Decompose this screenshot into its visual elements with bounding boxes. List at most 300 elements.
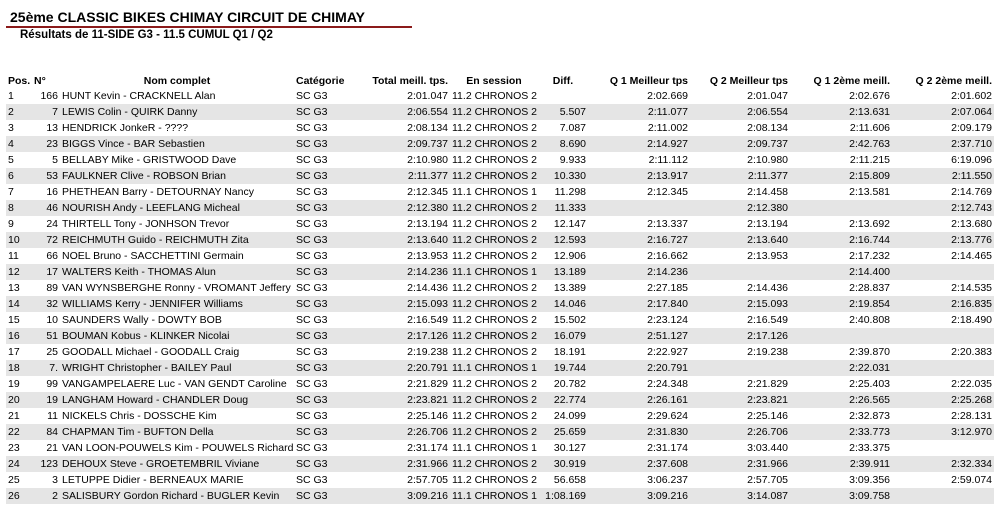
number-cell: 99 (46, 378, 58, 390)
session-cell: 11.1 CHRONOS 1 (452, 266, 537, 278)
number-cell: 53 (32, 168, 60, 184)
category-cell: SC G3 (294, 296, 354, 312)
number-cell: 89 (46, 282, 58, 294)
number-cell: 51 (32, 328, 60, 344)
q1-second-cell: 2:25.403 (849, 378, 890, 390)
total-best-cell: 2:31.966 (354, 456, 450, 472)
number-cell: 17 (32, 264, 60, 280)
number-cell: 25 (46, 346, 58, 358)
category-cell: SC G3 (296, 90, 328, 102)
q1-second-cell: 2:13.631 (790, 104, 892, 120)
total-best-cell: 2:10.980 (407, 154, 448, 166)
table-row (6, 424, 994, 440)
q2-second-cell: 2:59.074 (951, 474, 992, 486)
q2-best-cell: 2:13.640 (690, 232, 790, 248)
q1-best-cell: 2:23.124 (647, 314, 688, 326)
name-cell: VANGAMPELAERE Luc - VAN GENDT Caroline (62, 378, 287, 390)
diff-cell: 11.298 (554, 186, 586, 198)
number-cell: 3 (52, 474, 58, 486)
total-best-cell: 2:21.829 (407, 378, 448, 390)
number-cell: 32 (32, 296, 60, 312)
diff-cell: 30.127 (553, 442, 586, 454)
total-best-cell: 2:08.134 (407, 122, 448, 134)
q2-second-cell: 2:18.490 (951, 314, 992, 326)
total-best-cell: 2:01.047 (407, 90, 448, 102)
number-cell: 11 (47, 410, 58, 422)
category-cell: SC G3 (296, 282, 328, 294)
session-cell: 11.2 CHRONOS 2 (452, 314, 537, 326)
pos-cell: 11 (8, 250, 19, 262)
pos-cell: 10 (6, 232, 32, 248)
pos-cell: 17 (8, 346, 20, 358)
total-best-cell: 2:11.377 (354, 168, 450, 184)
q2-best-cell: 2:25.146 (747, 410, 788, 422)
table-row (6, 392, 994, 408)
q2-best-cell: 2:15.093 (690, 296, 790, 312)
total-best-cell: 2:12.380 (354, 200, 450, 216)
number-cell: 66 (46, 250, 58, 262)
total-best-cell: 3:09.216 (354, 488, 450, 504)
q1-best-cell: 2:51.127 (588, 328, 690, 344)
table-row (6, 120, 994, 136)
pos-cell: 18 (6, 360, 32, 376)
name-cell: CHAPMAN Tim - BUFTON Della (60, 424, 294, 440)
q2-best-cell: 2:10.980 (747, 154, 788, 166)
total-best-cell: 2:13.640 (354, 232, 450, 248)
table-row (6, 88, 994, 104)
category-cell: SC G3 (296, 186, 328, 198)
number-cell: 16 (46, 186, 58, 198)
q1-best-cell: 2:31.830 (588, 424, 690, 440)
q2-best-cell: 2:57.705 (747, 474, 788, 486)
diff-cell (538, 88, 588, 104)
diff-cell: 22.774 (538, 392, 588, 408)
q2-best-cell (690, 264, 790, 280)
q2-second-cell (892, 264, 994, 280)
q2-best-cell: 2:16.549 (747, 314, 788, 326)
number-cell: 84 (32, 424, 60, 440)
diff-cell: 13.389 (553, 282, 586, 294)
category-cell: SC G3 (294, 392, 354, 408)
q1-second-cell: 2:11.606 (849, 122, 890, 134)
q2-best-cell: 2:13.953 (747, 250, 788, 262)
category-cell: SC G3 (296, 122, 328, 134)
diff-cell: 30.919 (538, 456, 588, 472)
total-best-cell: 2:19.238 (407, 346, 448, 358)
q2-best-cell: 2:11.377 (690, 168, 790, 184)
q1-second-cell: 2:17.232 (849, 250, 890, 262)
q1-second-cell: 2:39.911 (790, 456, 892, 472)
category-cell: SC G3 (296, 474, 328, 486)
q2-second-cell: 3:12.970 (892, 424, 994, 440)
table-row (6, 232, 994, 248)
total-best-cell: 2:26.706 (354, 424, 450, 440)
q1-second-cell: 3:09.758 (790, 488, 892, 504)
category-cell: SC G3 (294, 360, 354, 376)
session-cell: 11.2 CHRONOS 2 (452, 394, 537, 406)
q2-second-cell: 6:19.096 (951, 154, 992, 166)
session-cell: 11.2 CHRONOS 2 (452, 426, 537, 438)
col-header-q1-best: Q 1 Meilleur tps (609, 75, 688, 87)
q1-second-cell: 2:33.375 (849, 442, 890, 454)
session-cell: 11.2 CHRONOS 2 (452, 474, 537, 486)
pos-cell: 24 (6, 456, 32, 472)
category-cell: SC G3 (294, 328, 354, 344)
col-header-q2-second: Q 2 2ème meill. (915, 75, 992, 87)
table-row (6, 152, 994, 168)
q1-best-cell: 2:37.608 (588, 456, 690, 472)
diff-cell: 16.079 (538, 328, 588, 344)
name-cell: LEWIS Colin - QUIRK Danny (60, 104, 294, 120)
session-cell: 11.2 CHRONOS 2 (452, 154, 537, 166)
q2-second-cell: 2:37.710 (892, 136, 994, 152)
q1-second-cell: 2:14.400 (790, 264, 892, 280)
session-cell: 11.2 CHRONOS 2 (452, 122, 537, 134)
pos-cell: 23 (8, 442, 20, 454)
q1-best-cell: 2:16.727 (588, 232, 690, 248)
name-cell: DEHOUX Steve - GROETEMBRIL Viviane (60, 456, 294, 472)
diff-cell: 18.191 (553, 346, 586, 358)
session-cell: 11.2 CHRONOS 2 (452, 346, 537, 358)
q2-best-cell: 2:23.821 (690, 392, 790, 408)
table-row (6, 456, 994, 472)
q2-best-cell: 2:14.436 (747, 282, 788, 294)
name-cell: BOUMAN Kobus - KLINKER Nicolai (60, 328, 294, 344)
q2-best-cell (690, 360, 790, 376)
diff-cell: 10.330 (538, 168, 588, 184)
table-row (6, 472, 994, 488)
q2-second-cell (892, 488, 994, 504)
number-cell: 166 (40, 90, 58, 102)
q2-second-cell (892, 440, 994, 456)
number-cell: 72 (32, 232, 60, 248)
q1-best-cell: 2:11.077 (588, 104, 690, 120)
q2-best-cell: 2:06.554 (690, 104, 790, 120)
name-cell: BIGGS Vince - BAR Sebastien (60, 136, 294, 152)
q1-second-cell: 2:19.854 (790, 296, 892, 312)
session-cell: 11.1 CHRONOS 1 (452, 490, 537, 502)
diff-cell: 20.782 (553, 378, 586, 390)
q1-second-cell: 2:16.744 (790, 232, 892, 248)
q2-second-cell: 2:25.268 (892, 392, 994, 408)
session-cell: 11.2 CHRONOS 2 (452, 330, 537, 342)
diff-cell: 19.744 (538, 360, 588, 376)
category-cell: SC G3 (296, 154, 328, 166)
session-cell: 11.2 CHRONOS 2 (452, 410, 537, 422)
q1-second-cell (790, 200, 892, 216)
name-cell: SAUNDERS Wally - DOWTY BOB (62, 314, 222, 326)
pos-cell: 7 (8, 186, 14, 198)
q2-best-cell: 2:31.966 (690, 456, 790, 472)
col-header-total-best: Total meill. tps. (372, 75, 448, 87)
diff-cell: 8.690 (538, 136, 588, 152)
q1-second-cell: 2:15.809 (790, 168, 892, 184)
table-row (6, 328, 994, 344)
session-cell: 11.1 CHRONOS 1 (452, 186, 537, 198)
session-cell: 11.2 CHRONOS 2 (452, 202, 537, 214)
q2-second-cell: 2:01.602 (951, 90, 992, 102)
table-row (6, 104, 994, 120)
table-row (6, 168, 994, 184)
q1-best-cell: 2:26.161 (588, 392, 690, 408)
name-cell: WRIGHT Christopher - BAILEY Paul (60, 360, 294, 376)
total-best-cell: 2:14.436 (407, 282, 448, 294)
total-best-cell: 2:14.236 (354, 264, 450, 280)
q1-second-cell: 2:33.773 (790, 424, 892, 440)
pos-cell: 12 (6, 264, 32, 280)
pos-cell: 8 (6, 200, 32, 216)
q1-best-cell: 2:02.669 (647, 90, 688, 102)
table-row (6, 376, 994, 392)
q2-second-cell: 2:22.035 (951, 378, 992, 390)
q2-second-cell: 2:12.743 (892, 200, 994, 216)
q2-best-cell: 2:01.047 (747, 90, 788, 102)
total-best-cell: 2:25.146 (407, 410, 448, 422)
pos-cell: 14 (6, 296, 32, 312)
session-cell: 11.2 CHRONOS 2 (452, 298, 537, 310)
col-header-name: Nom complet (143, 75, 211, 87)
q1-best-cell: 3:09.216 (588, 488, 690, 504)
page-title (6, 8, 412, 28)
q2-best-cell: 2:08.134 (747, 122, 788, 134)
q1-second-cell: 2:02.676 (849, 90, 890, 102)
col-header-q2-best: Q 2 Meilleur tps (709, 75, 788, 87)
q2-best-cell: 3:14.087 (690, 488, 790, 504)
name-cell: NOURISH Andy - LEEFLANG Micheal (60, 200, 294, 216)
diff-cell: 14.046 (538, 296, 588, 312)
q1-best-cell: 2:22.927 (647, 346, 688, 358)
q2-best-cell: 2:17.126 (690, 328, 790, 344)
col-header-diff: Diff. (552, 75, 574, 87)
category-cell: SC G3 (294, 424, 354, 440)
diff-cell: 25.659 (538, 424, 588, 440)
session-cell: 11.2 CHRONOS 2 (452, 170, 537, 182)
q1-best-cell: 3:06.237 (647, 474, 688, 486)
q1-best-cell: 2:24.348 (647, 378, 688, 390)
q1-second-cell: 2:40.808 (849, 314, 890, 326)
q2-second-cell: 2:32.334 (892, 456, 994, 472)
number-cell: 24 (46, 218, 58, 230)
pos-cell: 2 (6, 104, 32, 120)
results-body (6, 88, 994, 504)
pos-cell: 1 (8, 90, 14, 102)
number-cell: 46 (32, 200, 60, 216)
session-cell: 11.2 CHRONOS 2 (452, 458, 537, 470)
total-best-cell: 2:13.953 (407, 250, 448, 262)
pos-cell: 16 (6, 328, 32, 344)
q1-second-cell (790, 328, 892, 344)
diff-cell: 9.933 (559, 154, 586, 166)
session-cell: 11.2 CHRONOS 2 (452, 106, 537, 118)
q2-best-cell: 2:26.706 (690, 424, 790, 440)
col-header-q1-second: Q 1 2ème meill. (813, 75, 890, 87)
q1-best-cell: 2:27.185 (647, 282, 688, 294)
category-cell: SC G3 (294, 136, 354, 152)
q1-best-cell: 2:14.236 (588, 264, 690, 280)
q1-best-cell: 2:13.917 (588, 168, 690, 184)
diff-cell: 12.906 (553, 250, 586, 262)
pos-cell: 21 (8, 410, 20, 422)
q1-best-cell: 2:20.791 (588, 360, 690, 376)
session-cell: 11.2 CHRONOS 2 (452, 138, 537, 150)
q1-second-cell: 2:13.581 (849, 186, 890, 198)
total-best-cell: 2:17.126 (354, 328, 450, 344)
q2-best-cell: 2:12.380 (690, 200, 790, 216)
number-cell: 23 (32, 136, 60, 152)
q2-second-cell: 2:14.465 (951, 250, 992, 262)
q1-best-cell: 2:12.345 (647, 186, 688, 198)
q1-best-cell: 2:31.174 (647, 442, 688, 454)
q1-second-cell: 2:22.031 (790, 360, 892, 376)
name-cell: WILLIAMS Kerry - JENNIFER Williams (60, 296, 294, 312)
total-best-cell: 2:12.345 (407, 186, 448, 198)
pos-cell: 4 (6, 136, 32, 152)
table-row (6, 184, 994, 200)
session-cell: 11.1 CHRONOS 1 (452, 442, 537, 454)
category-cell: SC G3 (296, 250, 328, 262)
pos-cell: 20 (6, 392, 32, 408)
session-cell: 11.2 CHRONOS 2 (452, 218, 537, 230)
total-best-cell: 2:23.821 (354, 392, 450, 408)
name-cell: VAN LOON-POUWELS Kim - POUWELS Richard (62, 442, 294, 454)
q1-second-cell: 2:32.873 (849, 410, 890, 422)
name-cell: LETUPPE Didier - BERNEAUX MARIE (62, 474, 244, 486)
q1-best-cell: 2:16.662 (647, 250, 688, 262)
total-best-cell: 2:20.791 (354, 360, 450, 376)
name-cell: LANGHAM Howard - CHANDLER Doug (60, 392, 294, 408)
category-cell: SC G3 (296, 442, 328, 454)
q2-second-cell: 2:09.179 (951, 122, 992, 134)
page-subtitle: Résultats de 11-SIDE G3 - 11.5 CUMUL Q1 / Q2 (20, 29, 273, 41)
q1-best-cell: 2:14.927 (588, 136, 690, 152)
session-cell: 11.2 CHRONOS 2 (452, 378, 537, 390)
q2-best-cell: 2:13.194 (747, 218, 788, 230)
diff-cell: 56.658 (553, 474, 586, 486)
session-cell: 11.2 CHRONOS 2 (452, 90, 537, 102)
q1-best-cell: 2:11.002 (647, 122, 688, 134)
session-cell: 11.1 CHRONOS 1 (452, 362, 537, 374)
q1-second-cell: 2:28.837 (849, 282, 890, 294)
pos-cell: 19 (8, 378, 20, 390)
number-cell: 123 (32, 456, 60, 472)
number-cell: 19 (32, 392, 60, 408)
session-cell: 11.2 CHRONOS 2 (452, 282, 537, 294)
category-cell: SC G3 (294, 264, 354, 280)
q1-best-cell: 2:29.624 (647, 410, 688, 422)
diff-cell: 24.099 (553, 410, 586, 422)
name-cell: BELLABY Mike - GRISTWOOD Dave (62, 154, 237, 166)
number-cell: 10 (46, 314, 58, 326)
session-cell: 11.2 CHRONOS 2 (452, 234, 537, 246)
diff-cell: 5.507 (538, 104, 588, 120)
category-cell: SC G3 (296, 410, 328, 422)
session-cell: 11.2 CHRONOS 2 (452, 250, 537, 262)
q1-second-cell: 2:42.763 (790, 136, 892, 152)
results-table (6, 73, 994, 504)
col-header-number: N° (34, 75, 46, 87)
q2-second-cell: 2:14.535 (951, 282, 992, 294)
diff-cell: 7.087 (559, 122, 586, 134)
q1-second-cell: 2:11.215 (849, 154, 890, 166)
q2-second-cell: 2:16.835 (892, 296, 994, 312)
name-cell: SALISBURY Gordon Richard - BUGLER Kevin (60, 488, 294, 504)
number-cell: 7. (32, 360, 60, 376)
diff-cell: 1:08.169 (538, 488, 588, 504)
pos-cell: 6 (6, 168, 32, 184)
category-cell: SC G3 (294, 200, 354, 216)
category-cell: SC G3 (296, 218, 328, 230)
q1-second-cell: 2:26.565 (790, 392, 892, 408)
number-cell: 21 (46, 442, 58, 454)
q2-best-cell: 2:14.458 (747, 186, 788, 198)
page-title-text: 25ème CLASSIC BIKES CHIMAY CIRCUIT DE CHIMAY (10, 9, 366, 25)
col-header-category: Catégorie (296, 75, 345, 87)
category-cell: SC G3 (294, 232, 354, 248)
name-cell: FAULKNER Clive - ROBSON Brian (60, 168, 294, 184)
name-cell: GOODALL Michael - GOODALL Craig (62, 346, 240, 358)
category-cell: SC G3 (294, 456, 354, 472)
total-best-cell: 2:06.554 (354, 104, 450, 120)
table-row (6, 440, 994, 456)
number-cell: 2 (32, 488, 60, 504)
pos-cell: 5 (8, 154, 14, 166)
total-best-cell: 2:31.174 (407, 442, 448, 454)
q2-second-cell: 2:14.769 (951, 186, 992, 198)
table-row (6, 408, 994, 424)
total-best-cell: 2:15.093 (354, 296, 450, 312)
name-cell: NICKELS Chris - DOSSCHE Kim (62, 410, 217, 422)
category-cell: SC G3 (294, 488, 354, 504)
number-cell: 13 (46, 122, 58, 134)
pos-cell: 13 (8, 282, 20, 294)
table-row (6, 344, 994, 360)
table-row (6, 216, 994, 232)
name-cell: REICHMUTH Guido - REICHMUTH Zita (60, 232, 294, 248)
q2-second-cell: 2:20.383 (951, 346, 992, 358)
pos-cell: 3 (8, 122, 14, 134)
table-row (6, 296, 994, 312)
q2-second-cell: 2:13.680 (951, 218, 992, 230)
table-header-row (6, 73, 994, 88)
diff-cell: 11.333 (538, 200, 588, 216)
q2-best-cell: 2:21.829 (747, 378, 788, 390)
q2-best-cell: 3:03.440 (747, 442, 788, 454)
name-cell: THIRTELL Tony - JONHSON Trevor (62, 218, 230, 230)
total-best-cell: 2:13.194 (407, 218, 448, 230)
number-cell: 5 (52, 154, 58, 166)
total-best-cell: 2:57.705 (407, 474, 448, 486)
pos-cell: 25 (8, 474, 20, 486)
diff-cell: 12.593 (538, 232, 588, 248)
q2-best-cell: 2:19.238 (747, 346, 788, 358)
total-best-cell: 2:16.549 (407, 314, 448, 326)
name-cell: HUNT Kevin - CRACKNELL Alan (62, 90, 216, 102)
pos-cell: 9 (8, 218, 14, 230)
category-cell: SC G3 (294, 168, 354, 184)
q1-second-cell: 3:09.356 (849, 474, 890, 486)
q1-best-cell: 2:11.112 (648, 154, 688, 166)
table-row (6, 280, 994, 296)
name-cell: HENDRICK JonkeR - ???? (62, 122, 189, 134)
q2-second-cell: 2:28.131 (951, 410, 992, 422)
table-row (6, 312, 994, 328)
diff-cell: 13.189 (538, 264, 588, 280)
diff-cell: 15.502 (553, 314, 586, 326)
category-cell: SC G3 (296, 378, 328, 390)
q2-second-cell (892, 328, 994, 344)
table-row (6, 136, 994, 152)
col-header-pos: Pos. (8, 75, 31, 87)
